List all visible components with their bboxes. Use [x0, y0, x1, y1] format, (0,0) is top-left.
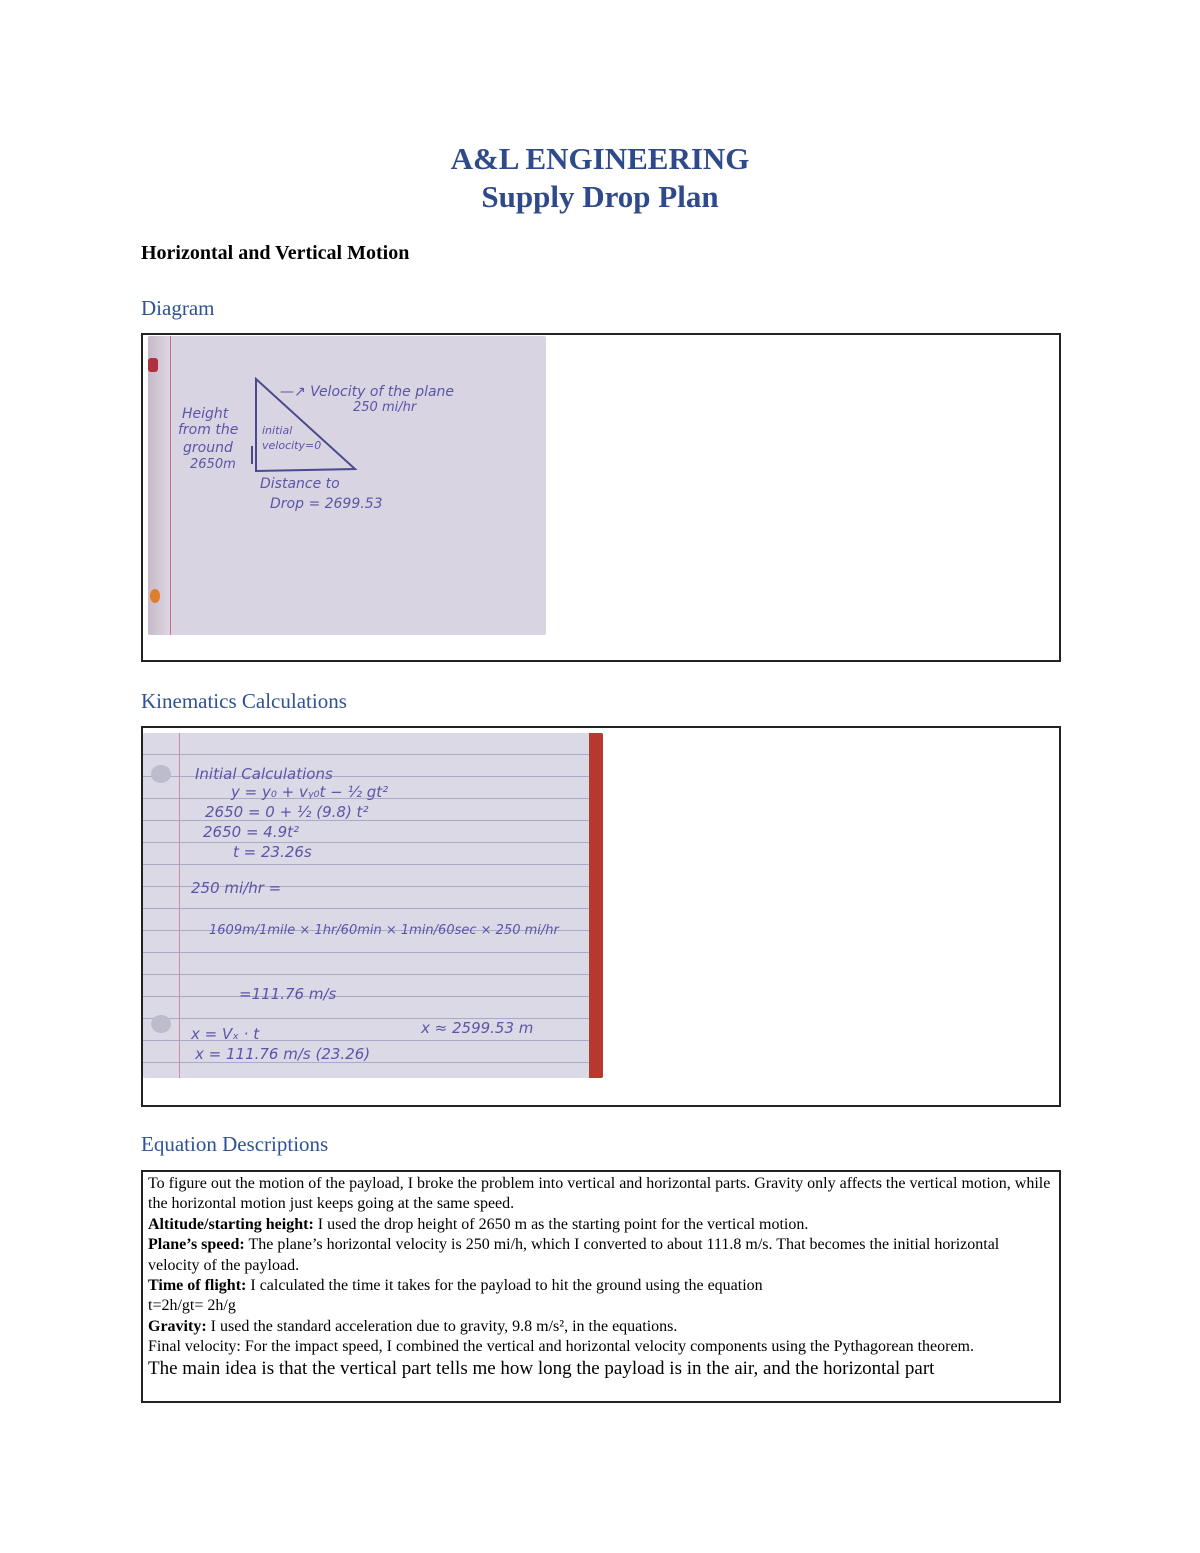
calc-line-1: Initial Calculations	[195, 765, 333, 783]
height-label-1: Height	[182, 406, 229, 422]
diagram-heading: Diagram	[141, 296, 215, 320]
initial-velocity-label-2: velocity=0	[262, 439, 322, 452]
ring-hole-icon	[151, 1015, 171, 1033]
altitude-text: I used the drop height of 2650 m as the starting point for the vertical motion.	[313, 1215, 809, 1233]
altitude-paragraph	[148, 1215, 1054, 1235]
speed-label: 250 mi/hr	[353, 400, 417, 415]
calc-line-6: 250 mi/hr =	[191, 879, 282, 897]
calc-line-10: x = 111.76 m/s (23.26)	[195, 1045, 371, 1063]
intro-text: To figure out the motion of the payload, I broke the problem into vertical and horizontal parts. Gravity only affects the vertical motion, while the horizontal motion just keeps going at the same speed.	[148, 1175, 1051, 1213]
calc-line-11: x ≈ 2599.53 m	[421, 1019, 534, 1037]
equation-descriptions-box	[141, 1170, 1061, 1403]
diagram-photo	[148, 336, 546, 635]
ring-hole-icon	[151, 765, 171, 783]
document-title-block	[0, 140, 1200, 216]
company-title: A&L ENGINEERING	[450, 141, 750, 176]
speed-text: The plane’s horizontal velocity is 250 mi/h, which I converted to about 111.8 m/s. That becomes the initial horizontal velocity of the payload.	[148, 1236, 1000, 1274]
margin-line	[179, 733, 180, 1078]
calc-line-4: 2650 = 4.9t²	[203, 823, 300, 841]
calc-line-7: 1609m/1mile × 1hr/60min × 1min/60sec × 250 mi/hr	[209, 923, 559, 938]
gravity-paragraph	[148, 1317, 1054, 1337]
velocity-label: —↗ Velocity of the plane	[280, 384, 455, 400]
summary-text: The main idea is that the vertical part tells me how long the payload is in the air, and the horizontal part	[148, 1357, 935, 1379]
speed-paragraph	[148, 1235, 1054, 1276]
calc-line-2: y = y₀ + vᵧ₀t − ½ gt²	[231, 783, 389, 801]
initial-velocity-label-1: initial	[262, 424, 293, 437]
altitude-label: Altitude/starting height:	[148, 1215, 314, 1233]
height-label-2: from the	[178, 422, 239, 438]
document-title: Supply Drop Plan	[481, 179, 719, 214]
speed-label: Plane’s speed:	[148, 1236, 245, 1254]
height-label-3: ground	[183, 440, 233, 456]
gravity-label: Gravity:	[148, 1317, 207, 1335]
time-equation: t=2h/gt= 2h/g	[148, 1297, 236, 1315]
height-label-4: 2650m	[190, 457, 236, 472]
triangle-sketch-icon	[148, 336, 546, 635]
time-paragraph	[148, 1276, 1054, 1296]
gravity-text: I used the standard acceleration due to gravity, 9.8 m/s², in the equations.	[206, 1317, 678, 1335]
time-text: I calculated the time it takes for the payload to hit the ground using the equation	[246, 1277, 763, 1295]
calc-line-9: x = Vₓ · t	[191, 1025, 260, 1043]
calc-line-8: =111.76 m/s	[239, 985, 337, 1003]
calc-line-3: 2650 = 0 + ½ (9.8) t²	[205, 803, 369, 821]
photo-edge	[589, 733, 603, 1078]
section-heading: Horizontal and Vertical Motion	[141, 242, 410, 264]
final-velocity-text: Final velocity: For the impact speed, I combined the vertical and horizontal velocity components using the Pythagorean theorem.	[148, 1338, 974, 1356]
equations-heading: Equation Descriptions	[141, 1132, 329, 1156]
kinematics-heading: Kinematics Calculations	[141, 689, 347, 713]
time-label: Time of flight:	[148, 1277, 247, 1295]
calc-line-5: t = 23.26s	[233, 843, 312, 861]
distance-label-1: Distance to	[260, 476, 340, 492]
kinematics-photo	[143, 733, 603, 1078]
distance-label-2: Drop = 2699.53	[270, 496, 383, 512]
